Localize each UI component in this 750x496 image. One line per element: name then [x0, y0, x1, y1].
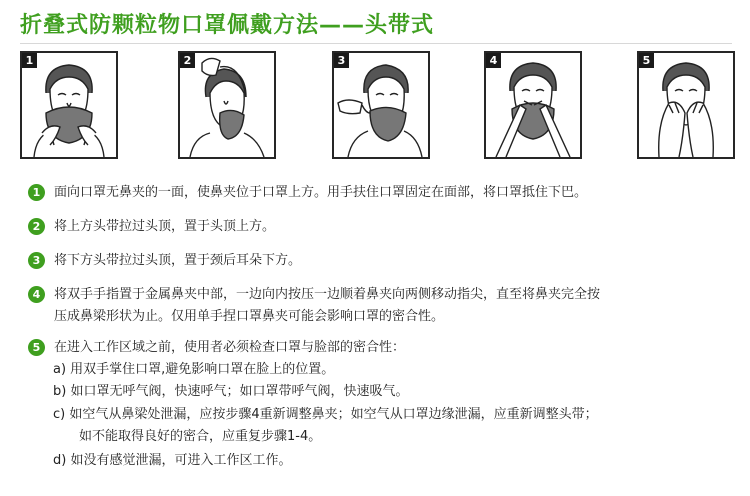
title-divider: [20, 43, 732, 44]
pulling-lower-strap-over-head-illustration: [334, 53, 428, 157]
panel-number: 3: [334, 53, 349, 68]
step-text: 将上方头带拉过头顶，置于头顶上方。: [54, 219, 276, 234]
pulling-upper-strap-over-head-illustration: [180, 53, 274, 157]
substep-c: c) 如空气从鼻梁处泄漏，应按步骤4重新调整鼻夹；如空气从口罩边缘泄漏，应重新调整头带；: [53, 407, 598, 422]
substep-c-continuation: 如不能取得良好的密合，应重复步骤1-4。: [79, 429, 322, 444]
substep-a: a) 用双手掌住口罩,避免影响口罩在脸上的位置。: [53, 362, 335, 377]
substep-b: b) 如口罩无呼气阀，快速呼气；如口罩带呼气阀，快速吸气。: [53, 384, 409, 399]
hands-covering-mask-seal-check-illustration: [639, 53, 733, 157]
illustration-panel-5: [637, 51, 735, 159]
panel-number: 4: [486, 53, 501, 68]
panel-number: 1: [22, 53, 37, 68]
substep-d: d) 如没有感觉泄漏，可进入工作区工作。: [53, 453, 292, 468]
illustration-panel-3: [332, 51, 430, 159]
step-text: 面向口罩无鼻夹的一面，使鼻夹位于口罩上方。用手扶住口罩固定在面部，将口罩抵住下巴。: [54, 185, 588, 200]
illustration-panel-4: [484, 51, 582, 159]
panel-number: 2: [180, 53, 195, 68]
panel-number: 5: [639, 53, 654, 68]
step-number-badge: 4: [28, 286, 45, 303]
hands-pressing-mask-to-face-illustration: [22, 53, 116, 157]
step-text-line-1: 将双手手指置于金属鼻夹中部，一边向内按压一边顺着鼻夹向两侧移动指尖，直至将鼻夹完全按: [54, 287, 601, 302]
step-number-badge: 5: [28, 339, 45, 356]
step-number-badge: 3: [28, 252, 45, 269]
illustration-panel-2: [178, 51, 276, 159]
step-text: 在进入工作区域之前，使用者必须检查口罩与脸部的密合性：: [54, 340, 406, 355]
illustration-panel-1: [20, 51, 118, 159]
step-number-badge: 2: [28, 218, 45, 235]
step-text-line-2: 压成鼻梁形状为止。仅用单手捏口罩鼻夹可能会影响口罩的密合性。: [54, 309, 445, 324]
step-number-badge: 1: [28, 184, 45, 201]
page-title: 折叠式防颗粒物口罩佩戴方法——头带式: [20, 13, 435, 38]
step-text: 将下方头带拉过头顶，置于颈后耳朵下方。: [54, 253, 302, 268]
fingers-pressing-nose-clip-illustration: [486, 53, 580, 157]
